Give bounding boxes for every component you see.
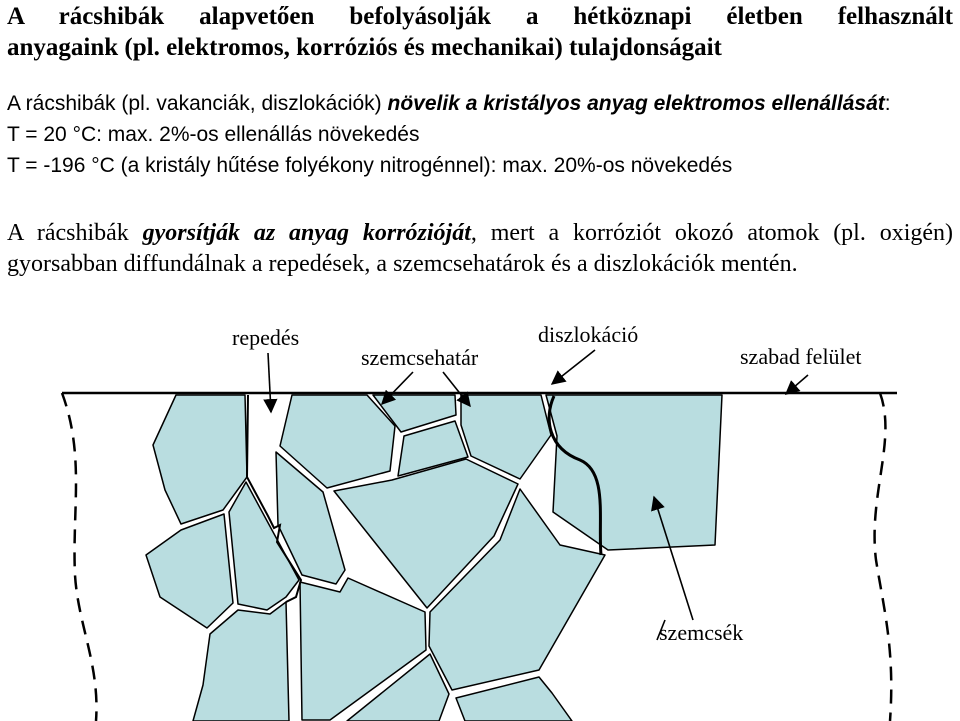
right-cut-edge (875, 393, 892, 721)
para2-line-2: gyorsabban diffundálnak a repedések, a szemcsehatárok és a diszlokációk mentén. (7, 251, 798, 277)
para2-post: , mert a korróziót okozó atomok (pl. oxigén) (470, 220, 954, 246)
arrow-crack (268, 353, 271, 412)
label-free-surface: szabad felület (740, 344, 862, 369)
heading-line-1: A rácshibák alapvetően befolyásolják a hétköznapi életben felhasznált (7, 3, 953, 30)
arrow-dislocation (552, 350, 595, 384)
para1-emph: növelik a kristályos anyag elektromos ellenállását (387, 92, 885, 115)
left-cut-edge (62, 393, 96, 721)
heading-line-2: anyagaink (pl. elektromos, korróziós és mechanikai) tulajdonságait (7, 34, 722, 61)
label-crack: repedés (232, 325, 300, 350)
label-dislocation: diszlokáció (538, 322, 639, 347)
para2-emph: gyorsítják az anyag korrózióját (142, 220, 471, 246)
label-grains: szemcsék (659, 620, 744, 645)
para1-line-3: T = -196 °C (a kristály hűtése folyékony nitrogénnel): max. 20%-os növekedés (7, 154, 733, 177)
para1-pre: A rácshibák (pl. vakanciák, diszlokációk) (7, 92, 388, 115)
grain (146, 514, 233, 628)
para2-pre: A rácshibák (7, 220, 143, 246)
arrow-free-surface (786, 375, 808, 394)
label-grain-boundary: szemcsehatár (361, 345, 479, 370)
grain (546, 395, 722, 550)
para1-line-2: T = 20 °C: max. 2%-os ellenállás növekedés (7, 123, 420, 146)
para1-post: : (884, 92, 891, 115)
grains (146, 395, 722, 721)
